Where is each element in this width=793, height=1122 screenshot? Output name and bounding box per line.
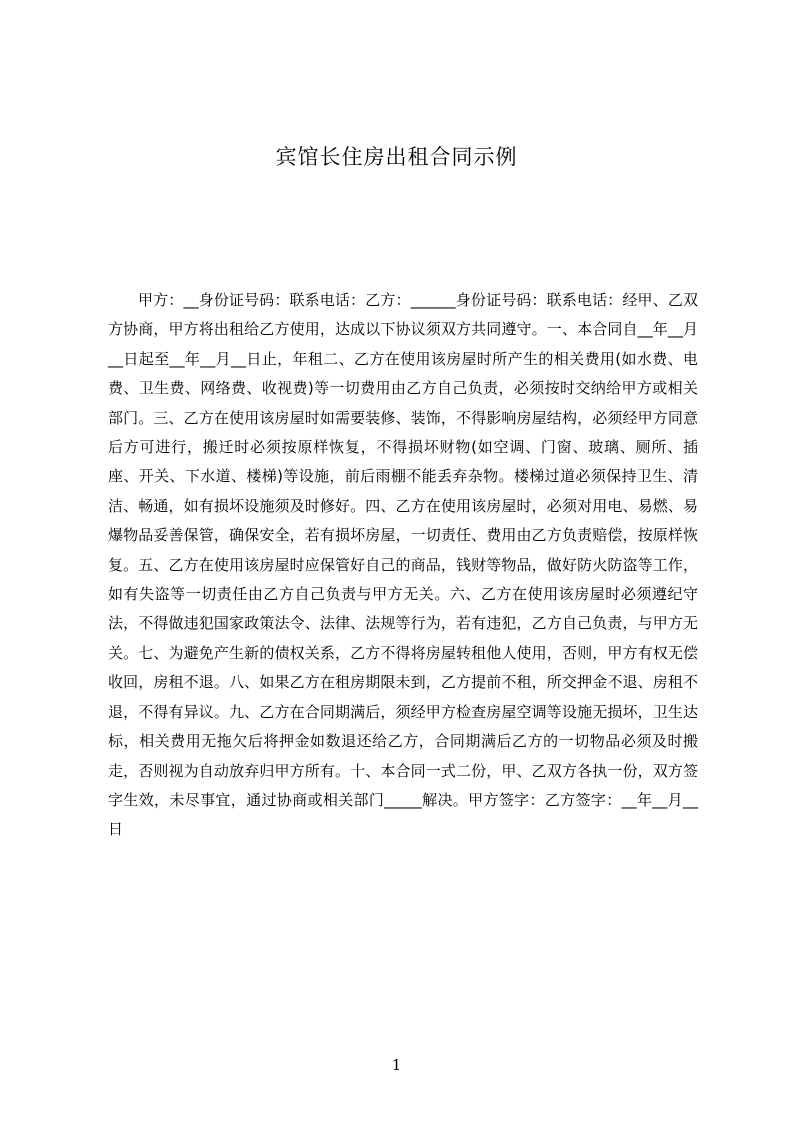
document-title: 宾馆长住房出租合同示例: [275, 145, 518, 169]
contract-body-text: 甲方：__身份证号码：联系电话：乙方：______身份证号码：联系电话：经甲、乙双方协商，甲方将出租给乙方使用，达成以下协议须双方共同遵守。一、本合同自__年__月__日起至__年__月__日止，年租二、乙方在使用该房屋时所产生的相关费用(如水费、电费、卫生费、网络费、收视费)等一切费用由乙方自己负责，必须按时交纳给甲方或相关部门。三、乙方在使用该房屋时如需要装修、装饰，不得影响房屋结构，必须经甲方同意后方可进行，搬迁时必须按原样恢复，不得损坏财物(如空调、门窗、玻璃、厕所、插座、开关、下水道、楼梯)等设施，前后雨棚不能丢弃杂物。楼梯过道必须保持卫生、清洁、畅通，如有损坏设施须及时修好。四、乙方在使用该房屋时，必须对用电、易燃、易爆物品妥善保管，确保安全，若有损坏房屋，一切责任、费用由乙方负责赔偿，按原样恢复。五、乙方在使用该房屋时应保管好自己的商品，钱财等物品，做好防火防盗等工作，如有失盗等一切责任由乙方自己负责与甲方无关。六、乙方在使用该房屋时必须遵纪守法，不得做违犯国家政策法令、法律、法规等行为，若有违犯，乙方自己负责，与甲方无关。七、为避免产生新的债权关系，乙方不得将房屋转租他人使用，否则，甲方有权无偿收回，房租不退。八、如果乙方在租房期限未到，乙方提前不租，所交押金不退、房租不退，不得有异议。九、乙方在合同期满后，须经甲方检查房屋空调等设施无损坏，卫生达标，相关费用无拖欠后将押金如数退还给乙方，合同期满后乙方的一切物品必须及时搬走，否则视为自动放弃归甲方所有。十、本合同一式二份，甲、乙双方各执一份，双方签字生效，未尽事宜，通过协商或相关部门_____解决。甲方签字：乙方签字：__年__月__日: [108, 291, 698, 839]
page-number: 1: [391, 1056, 402, 1074]
